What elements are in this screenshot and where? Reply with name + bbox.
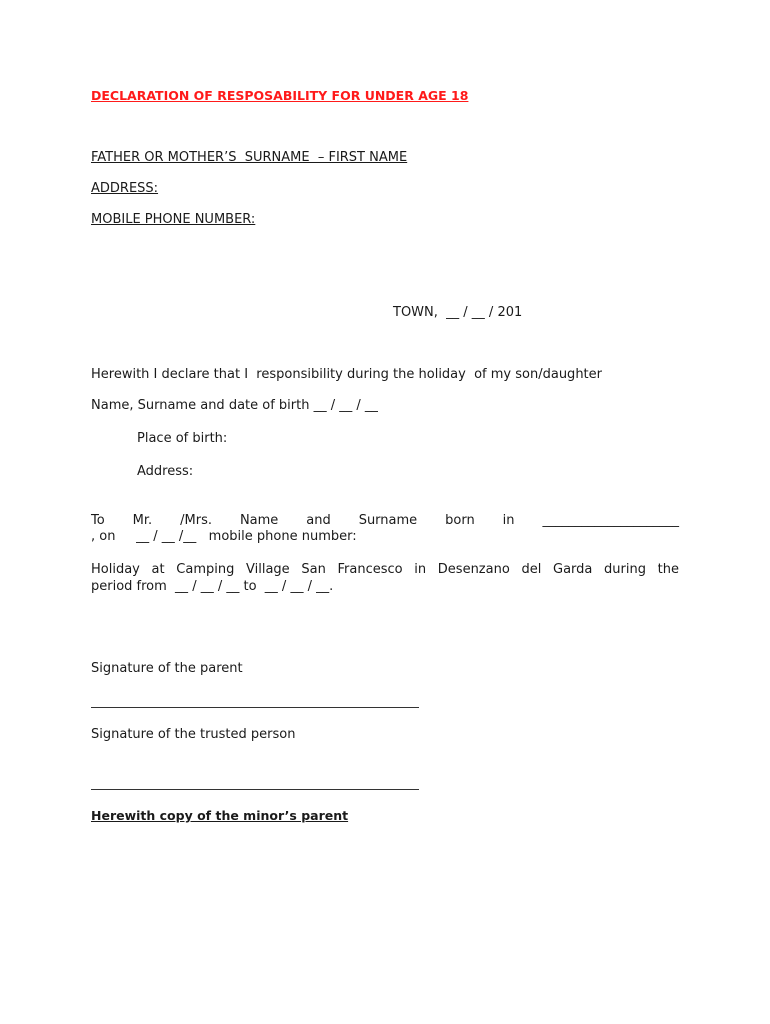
declaration-sentence: Herewith I declare that I responsibility during the holiday of my son/daughter — [91, 367, 602, 382]
parent-name-label: FATHER OR MOTHER’S SURNAME – FIRST NAME — [91, 150, 408, 165]
footer-note: Herewith copy of the minor’s parent — [91, 808, 349, 823]
signature-trusted-rule — [91, 789, 419, 790]
holiday-period-line: period from __ / __ / __ to __ / __ / __. — [91, 579, 334, 594]
trusted-person-line: To Mr. /Mrs. Name and Surname born in _____________________ — [91, 513, 679, 528]
signature-parent-rule — [91, 707, 419, 708]
trusted-person-date-phone-line: , on __ / __ /__ mobile phone number: — [91, 529, 357, 544]
minor-name-dob-line: Name, Surname and date of birth __ / __ / __ — [91, 398, 378, 413]
mobile-phone-label: MOBILE PHONE NUMBER: — [91, 212, 256, 227]
place-of-birth-label: Place of birth: — [137, 431, 228, 446]
minor-address-label: Address: — [137, 464, 194, 479]
document-title: DECLARATION OF RESPOSABILITY FOR UNDER AGE 18 — [91, 88, 469, 103]
signature-parent-label: Signature of the parent — [91, 661, 243, 676]
signature-trusted-label: Signature of the trusted person — [91, 727, 296, 742]
holiday-location-line: Holiday at Camping Village San Francesco in Desenzano del Garda during the — [91, 562, 679, 577]
address-label: ADDRESS: — [91, 181, 159, 196]
town-date-line: TOWN, __ / __ / 201 — [393, 305, 523, 320]
